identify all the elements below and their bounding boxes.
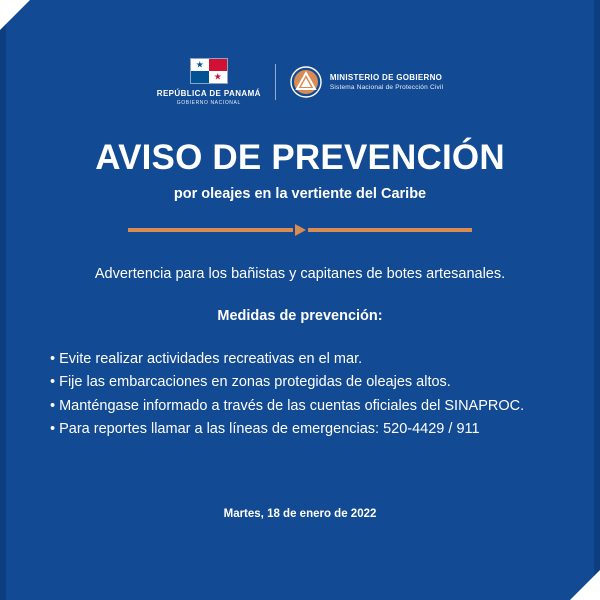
- lead-paragraph: Advertencia para los bañistas y capitanes de botes artesanales.: [94, 265, 506, 282]
- publication-date: Martes, 18 de enero de 2022: [223, 508, 377, 520]
- list-item: • Para reportes llamar a las líneas de emergencias: 520-4429 / 911: [50, 421, 480, 438]
- list-item: • Manténgase informado a través de las cuentas oficiales del SINAPROC.: [50, 397, 525, 414]
- list-item: • Fije las embarcaciones en zonas protegidas de oleajes altos.: [50, 374, 451, 391]
- vertical-divider-icon: [275, 64, 276, 100]
- page-title: AVISO DE PREVENCIÓN: [95, 138, 505, 177]
- list-item: • Evite realizar actividades recreativas en el mar.: [50, 350, 363, 367]
- ministry-system-name: Sistema Nacional de Protección Civil: [329, 84, 444, 91]
- ministry-name: MINISTERIO DE GOBIERNO: [329, 73, 443, 82]
- prevention-measures-list: [44, 348, 556, 442]
- measures-heading: Medidas de prevención:: [217, 307, 383, 324]
- republic-title: REPÚBLICA DE PANAMÁ: [156, 89, 261, 98]
- ministry-block: [290, 66, 443, 98]
- header-logos: [157, 58, 443, 106]
- page-subtitle: por oleajes en la vertiente del Caribe: [173, 185, 427, 202]
- decorative-rule-icon: [128, 224, 472, 236]
- civil-protection-triangle-icon: [290, 66, 322, 98]
- republic-subtitle: GOBIERNO NACIONAL: [176, 100, 241, 106]
- republic-of-panama-block: [157, 58, 261, 106]
- panama-flag-icon: ★ ★: [190, 58, 228, 84]
